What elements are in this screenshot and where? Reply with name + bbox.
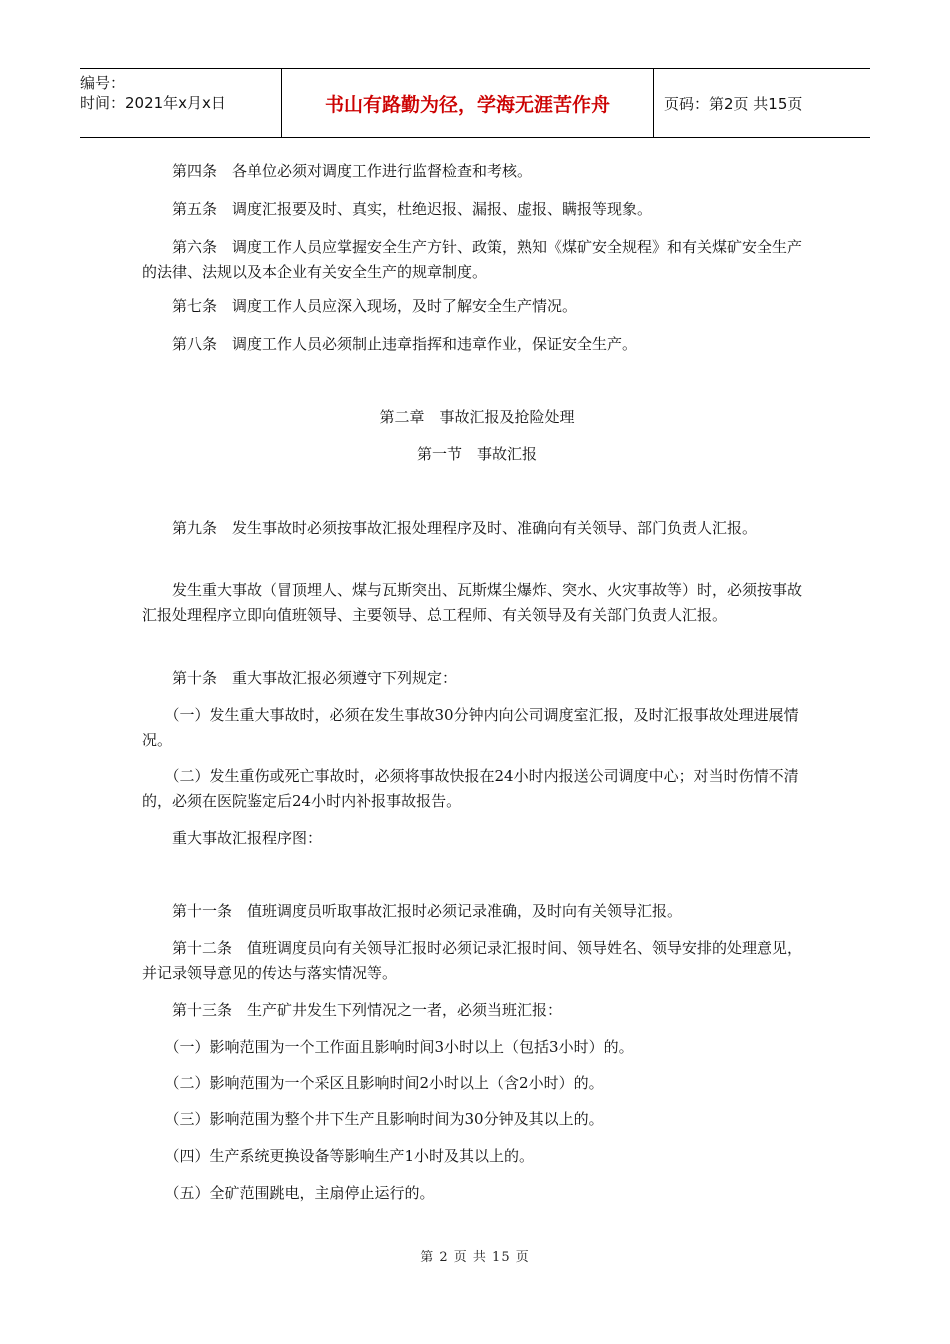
document-time: 时间：2021年x月x日 (80, 94, 226, 112)
article-11: 第十一条 值班调度员听取事故汇报时必须记录准确，及时向有关领导汇报。 (142, 902, 683, 920)
article-4: 第四条 各单位必须对调度工作进行监督检查和考核。 (142, 162, 533, 180)
article-7: 第七条 调度工作人员应深入现场，及时了解安全生产情况。 (142, 297, 578, 315)
article-13-item-3: （三）影响范围为整个井下生产且影响时间为30分钟及其以上的。 (142, 1110, 604, 1128)
document-number-label: 编号： (80, 74, 126, 92)
section-title: 第一节 事故汇报 (416, 445, 537, 463)
procedure-diagram-label: 重大事故汇报程序图： (142, 829, 323, 847)
article-10-item-1: （一）发生重大事故时，必须在发生事故30分钟内向公司调度室汇报，及时汇报事故处理进展情况。 (142, 706, 799, 749)
article-13-item-1: （一）影响范围为一个工作面且影响时间3小时以上（包括3小时）的。 (142, 1038, 634, 1056)
article-12: 第十二条 值班调度员向有关领导汇报时必须记录汇报时间、领导姓名、领导安排的处理意见，并记录领导意见的传达与落实情况等。 (142, 939, 803, 982)
article-6: 第六条 调度工作人员应掌握安全生产方针、政策，熟知《煤矿安全规程》和有关煤矿安全生产的法律、法规以及本企业有关安全生产的规章制度。 (142, 238, 803, 281)
header-motto: 书山有路勤为径，学海无涯苦作舟 (282, 69, 654, 137)
header-page-info: 页码：第2页 共15页 (664, 94, 803, 113)
article-9: 第九条 发生事故时必须按事故汇报处理程序及时、准确向有关领导、部门负责人汇报。 (142, 519, 758, 537)
article-13-item-2: （二）影响范围为一个采区且影响时间2小时以上（含2小时）的。 (142, 1074, 604, 1092)
chapter-title: 第二章 事故汇报及抢险处理 (379, 408, 575, 426)
article-13: 第十三条 生产矿井发生下列情况之一者，必须当班汇报： (142, 1001, 563, 1019)
article-10-item-2: （二）发生重伤或死亡事故时，必须将事故快报在24小时内报送公司调度中心；对当时伤情不清的，必须在医院鉴定后24小时内补报事故报告。 (142, 767, 799, 810)
article-5: 第五条 调度汇报要及时、真实，杜绝迟报、漏报、虚报、瞒报等现象。 (142, 200, 653, 218)
header-meta (80, 69, 282, 137)
page-header (80, 68, 870, 138)
page-footer: 第 2 页 共 15 页 (420, 1250, 530, 1265)
article-8: 第八条 调度工作人员必须制止违章指挥和违章作业，保证安全生产。 (142, 335, 638, 353)
article-13-item-4: （四）生产系统更换设备等影响生产1小时及其以上的。 (142, 1147, 535, 1165)
article-10: 第十条 重大事故汇报必须遵守下列规定： (142, 669, 458, 687)
article-13-item-5: （五）全矿范围跳电，主扇停止运行的。 (142, 1184, 435, 1202)
article-9-para-2: 发生重大事故（冒顶埋人、煤与瓦斯突出、瓦斯煤尘爆炸、突水、火灾事故等）时，必须按事故汇报处理程序立即向值班领导、主要领导、总工程师、有关领导及有关部门负责人汇报。 (142, 581, 803, 624)
